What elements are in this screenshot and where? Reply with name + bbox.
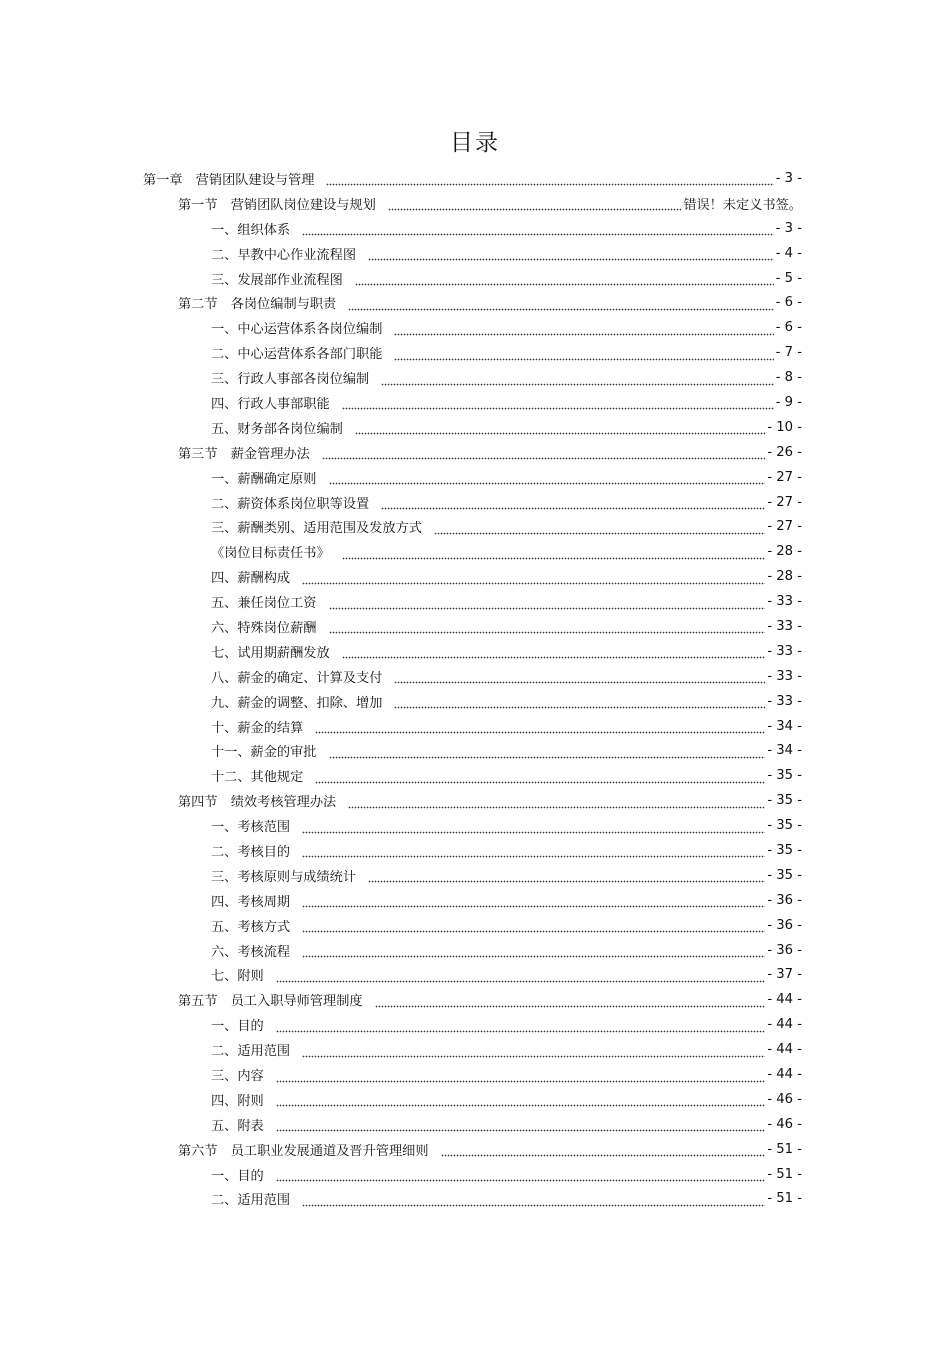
toc-entry[interactable] bbox=[0, 788, 802, 813]
toc-entry-page: - 46 - bbox=[767, 1116, 802, 1132]
toc-entry-page: - 26 - bbox=[767, 444, 802, 460]
toc-entry-page: - 36 - bbox=[767, 917, 802, 933]
dot-leader bbox=[329, 745, 766, 759]
toc-entry[interactable] bbox=[0, 415, 802, 440]
dot-leader bbox=[302, 944, 765, 958]
toc-title: 目录 bbox=[450, 130, 500, 156]
toc-entry[interactable] bbox=[0, 465, 802, 490]
toc-entry-label: 五、考核方式 bbox=[211, 919, 291, 935]
toc-entry-label: 《岗位目标责任书》 bbox=[211, 546, 330, 562]
toc-entry-page: 错误！未定义书签。 bbox=[683, 197, 802, 213]
dot-leader bbox=[302, 844, 765, 858]
toc-entry[interactable] bbox=[0, 440, 802, 465]
toc-entry-label: 第一章 营销团队建设与管理 bbox=[143, 172, 315, 188]
toc-entry-page: - 28 - bbox=[767, 569, 802, 585]
toc-entry-label: 五、附表 bbox=[211, 1118, 264, 1134]
dot-leader bbox=[394, 322, 773, 336]
toc-entry-page: - 46 - bbox=[767, 1091, 802, 1107]
toc-entry-label: 一、中心运营体系各岗位编制 bbox=[211, 322, 383, 338]
toc-entry-page: - 35 - bbox=[767, 867, 802, 883]
toc-entry-page: - 44 - bbox=[767, 1017, 802, 1033]
toc-entry-page: - 33 - bbox=[767, 618, 802, 634]
toc-entry[interactable] bbox=[0, 390, 802, 415]
dot-leader bbox=[348, 297, 773, 311]
toc-entry-label: 二、中心运营体系各部门职能 bbox=[211, 347, 383, 363]
toc-entry-label: 一、薪酬确定原则 bbox=[211, 471, 317, 487]
toc-entry[interactable] bbox=[0, 813, 802, 838]
toc-entry[interactable] bbox=[0, 639, 802, 664]
toc-entry[interactable] bbox=[0, 1087, 802, 1112]
dot-leader bbox=[441, 1143, 766, 1157]
dot-leader bbox=[326, 172, 773, 186]
toc-entry-label: 第一节 营销团队岗位建设与规划 bbox=[178, 197, 376, 213]
toc-entry[interactable] bbox=[0, 340, 802, 365]
toc-entry-label: 第三节 薪金管理办法 bbox=[178, 446, 310, 462]
toc-entry-page: - 51 - bbox=[767, 1191, 802, 1207]
toc-entry[interactable] bbox=[0, 315, 802, 340]
toc-entry-label: 四、行政人事部职能 bbox=[211, 396, 330, 412]
dot-leader bbox=[368, 247, 774, 261]
toc-entry-label: 六、特殊岗位薪酬 bbox=[211, 620, 317, 636]
toc-entry[interactable] bbox=[0, 987, 802, 1012]
toc-entry-page: - 44 - bbox=[767, 1067, 802, 1082]
toc-entry[interactable] bbox=[0, 664, 802, 689]
toc-entry-page: - 3 - bbox=[775, 220, 802, 236]
toc-entry-label: 五、兼任岗位工资 bbox=[211, 596, 317, 612]
toc-entry[interactable] bbox=[0, 838, 802, 863]
dot-leader bbox=[434, 521, 765, 535]
toc-entry[interactable] bbox=[0, 614, 802, 639]
toc-entry-label: 二、适用范围 bbox=[211, 1193, 291, 1209]
toc-entry-label: 七、附则 bbox=[211, 969, 264, 985]
dot-leader bbox=[348, 795, 765, 809]
toc-entry[interactable] bbox=[0, 365, 802, 390]
dot-leader bbox=[315, 770, 765, 784]
dot-leader bbox=[394, 670, 765, 684]
toc-entry-page: - 35 - bbox=[767, 793, 802, 809]
toc-entry-label: 九、薪金的调整、扣除、增加 bbox=[211, 695, 383, 711]
toc-entry-page: - 34 - bbox=[767, 718, 802, 734]
toc-entry-page: - 27 - bbox=[767, 494, 802, 510]
toc-entry-label: 一、目的 bbox=[211, 1168, 264, 1184]
toc-entry[interactable] bbox=[0, 938, 802, 963]
toc-entry[interactable] bbox=[0, 589, 802, 614]
toc-entry[interactable] bbox=[0, 913, 802, 938]
toc-entry-label: 二、薪资体系岗位职等设置 bbox=[211, 496, 370, 512]
dot-leader bbox=[394, 347, 773, 361]
dot-leader bbox=[302, 820, 765, 834]
dot-leader bbox=[394, 695, 765, 709]
toc-entry[interactable] bbox=[0, 290, 802, 315]
toc-entry-label: 第四节 绩效考核管理办法 bbox=[178, 795, 337, 811]
toc-entry-page: - 6 - bbox=[775, 320, 802, 336]
dot-leader bbox=[342, 396, 774, 410]
toc-entry-label: 三、薪酬类别、适用范围及发放方式 bbox=[211, 521, 422, 537]
dot-leader bbox=[276, 1093, 766, 1107]
toc-entry-page: - 35 - bbox=[767, 768, 802, 784]
toc-entry-page: - 37 - bbox=[767, 967, 802, 983]
toc-entry[interactable] bbox=[0, 490, 802, 515]
toc-entry-label: 第二节 各岗位编制与职责 bbox=[178, 297, 337, 313]
toc-entry-page: - 33 - bbox=[767, 693, 802, 709]
toc-entry-label: 七、试用期薪酬发放 bbox=[211, 645, 330, 661]
toc-entry-page: - 33 - bbox=[767, 594, 802, 610]
toc-entry-page: - 7 - bbox=[775, 345, 802, 361]
dot-leader bbox=[315, 720, 765, 734]
dot-leader bbox=[276, 969, 766, 983]
toc-entry-label: 五、财务部各岗位编制 bbox=[211, 421, 343, 437]
toc-entry[interactable] bbox=[0, 1012, 802, 1037]
toc-entry[interactable] bbox=[0, 1162, 802, 1187]
dot-leader bbox=[368, 869, 765, 883]
toc-entry-label: 十二、其他规定 bbox=[211, 770, 304, 786]
toc-entry[interactable] bbox=[0, 763, 802, 788]
toc-entry-label: 一、考核范围 bbox=[211, 820, 291, 836]
dot-leader bbox=[381, 372, 773, 386]
toc-entry-page: - 35 - bbox=[767, 818, 802, 834]
toc-entry-label: 四、薪酬构成 bbox=[211, 571, 291, 587]
toc-entry[interactable] bbox=[0, 1062, 802, 1087]
toc-entry[interactable] bbox=[0, 714, 802, 739]
dot-leader bbox=[276, 1069, 766, 1083]
toc-entry[interactable] bbox=[0, 191, 802, 216]
toc-entry[interactable] bbox=[0, 888, 802, 913]
toc-entry-label: 二、适用范围 bbox=[211, 1044, 291, 1060]
toc-entry[interactable] bbox=[0, 963, 802, 988]
toc-entry-page: - 9 - bbox=[775, 394, 802, 410]
toc-entry-page: - 51 - bbox=[767, 1166, 802, 1182]
toc-entry[interactable] bbox=[0, 266, 802, 291]
toc-entry-page: - 3 - bbox=[775, 170, 802, 186]
dot-leader bbox=[355, 272, 774, 286]
toc-entry[interactable] bbox=[0, 216, 802, 241]
toc-entry[interactable] bbox=[0, 514, 802, 539]
toc-entry-page: - 35 - bbox=[767, 842, 802, 858]
dot-leader bbox=[276, 1019, 766, 1033]
toc-entry-page: - 44 - bbox=[767, 1042, 802, 1058]
toc-entry-page: - 51 - bbox=[767, 1141, 802, 1157]
toc-entry-page: - 10 - bbox=[767, 419, 802, 435]
toc-entry-label: 十一、薪金的审批 bbox=[211, 745, 317, 761]
dot-leader bbox=[302, 1044, 765, 1058]
toc-entry-page: - 33 - bbox=[767, 643, 802, 659]
toc-entry-page: - 28 - bbox=[767, 544, 802, 560]
dot-leader bbox=[355, 421, 765, 435]
toc-entry-label: 四、附则 bbox=[211, 1093, 264, 1109]
dot-leader bbox=[276, 1118, 766, 1132]
toc-entry-label: 一、组织体系 bbox=[211, 222, 291, 238]
dot-leader bbox=[302, 919, 765, 933]
toc-entry-page: - 36 - bbox=[767, 892, 802, 908]
toc-entry-page: - 33 - bbox=[767, 668, 802, 684]
dot-leader bbox=[388, 197, 682, 211]
dot-leader bbox=[375, 994, 766, 1008]
toc-entry[interactable] bbox=[0, 1187, 802, 1212]
toc-entry-page: - 27 - bbox=[767, 469, 802, 485]
toc-entry-label: 三、内容 bbox=[211, 1069, 264, 1084]
dot-leader bbox=[322, 446, 765, 460]
toc-entry-label: 二、早教中心作业流程图 bbox=[211, 247, 357, 263]
dot-leader bbox=[302, 894, 765, 908]
toc-entry-label: 十、薪金的结算 bbox=[211, 720, 304, 736]
toc-entry-label: 第五节 员工入职导师管理制度 bbox=[178, 994, 363, 1010]
toc-entry-label: 四、考核周期 bbox=[211, 894, 291, 910]
toc-entry[interactable] bbox=[0, 539, 802, 564]
toc-entry[interactable] bbox=[0, 241, 802, 266]
toc-entry[interactable] bbox=[0, 166, 802, 191]
toc-entry-label: 六、考核流程 bbox=[211, 944, 291, 960]
toc-entry-label: 二、考核目的 bbox=[211, 844, 291, 860]
dot-leader bbox=[302, 222, 774, 236]
toc-entry-label: 三、发展部作业流程图 bbox=[211, 272, 343, 288]
dot-leader bbox=[302, 1193, 765, 1207]
toc-entry[interactable] bbox=[0, 689, 802, 714]
toc-entry[interactable] bbox=[0, 863, 802, 888]
toc-entry[interactable] bbox=[0, 564, 802, 589]
toc-entry[interactable] bbox=[0, 1037, 802, 1062]
toc-entry-page: - 4 - bbox=[775, 245, 802, 261]
toc-entry-label: 八、薪金的确定、计算及支付 bbox=[211, 670, 383, 686]
toc-entry-label: 三、行政人事部各岗位编制 bbox=[211, 372, 370, 388]
toc-entry-page: - 27 - bbox=[767, 519, 802, 535]
dot-leader bbox=[329, 620, 766, 634]
dot-leader bbox=[342, 546, 766, 560]
toc-entry-label: 第六节 员工职业发展通道及晋升管理细则 bbox=[178, 1143, 429, 1159]
toc-entry-label: 三、考核原则与成绩统计 bbox=[211, 869, 357, 885]
toc-entry-label: 一、目的 bbox=[211, 1019, 264, 1035]
toc-entry[interactable] bbox=[0, 1137, 802, 1162]
toc-entry-page: - 34 - bbox=[767, 743, 802, 759]
dot-leader bbox=[342, 645, 766, 659]
table-of-contents bbox=[0, 166, 950, 1211]
toc-entry-page: - 8 - bbox=[775, 370, 802, 386]
dot-leader bbox=[276, 1168, 766, 1182]
dot-leader bbox=[329, 596, 766, 610]
dot-leader bbox=[329, 471, 766, 485]
dot-leader bbox=[302, 571, 765, 585]
toc-entry-page: - 6 - bbox=[775, 295, 802, 311]
toc-entry[interactable] bbox=[0, 738, 802, 763]
toc-entry-page: - 5 - bbox=[775, 270, 802, 286]
dot-leader bbox=[381, 496, 765, 510]
toc-entry-page: - 36 - bbox=[767, 942, 802, 958]
toc-entry-page: - 44 - bbox=[767, 992, 802, 1008]
toc-entry[interactable] bbox=[0, 1112, 802, 1137]
